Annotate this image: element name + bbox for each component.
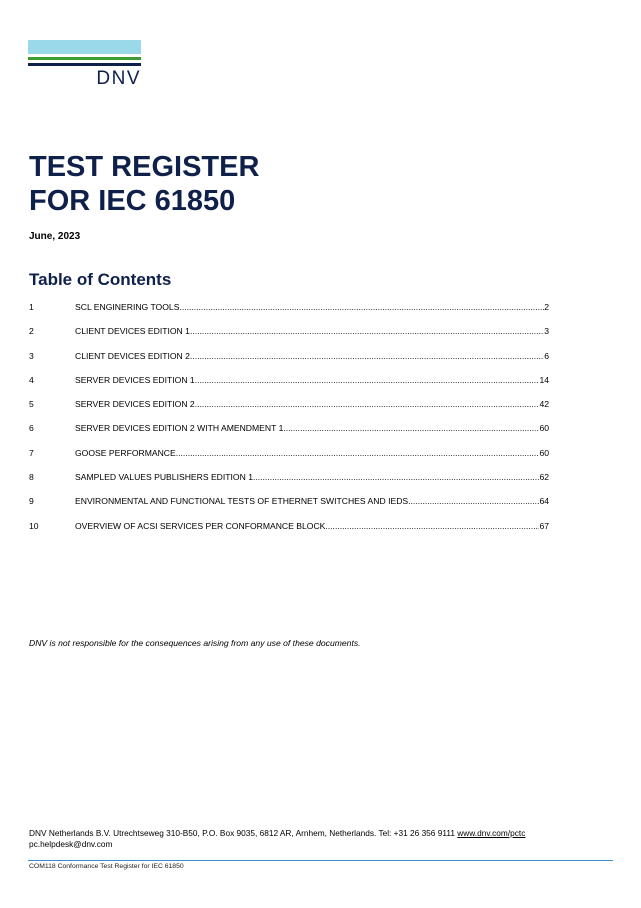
toc-entry-page[interactable]: 2 bbox=[544, 302, 549, 312]
toc-entry-page[interactable]: 67 bbox=[539, 520, 549, 531]
toc-entry-page[interactable]: 60 bbox=[539, 447, 549, 458]
footer-address: DNV Netherlands B.V. Utrechtseweg 310-B50, P.O. Box 9035, 6812 AR, Arnhem, Netherlands. Tel: +31 26 356 9111 bbox=[29, 828, 455, 838]
toc-entry-number: 9 bbox=[29, 496, 34, 507]
toc-entry-title[interactable]: CLIENT DEVICES EDITION 2 bbox=[75, 350, 190, 361]
document-title-line-1: TEST REGISTER bbox=[29, 151, 260, 183]
toc-entry-page[interactable]: 42 bbox=[539, 399, 549, 410]
toc-dot-leader bbox=[253, 471, 539, 483]
logo-wordmark: DNV bbox=[96, 68, 141, 89]
toc-heading: Table of Contents bbox=[29, 270, 172, 289]
toc-dot-leader bbox=[195, 374, 540, 386]
toc-entry-page[interactable]: 62 bbox=[539, 472, 549, 483]
toc-entry-title[interactable]: SCL ENGINERING TOOLS bbox=[75, 302, 180, 312]
toc-entry-page[interactable]: 6 bbox=[544, 350, 549, 361]
toc-entry-number: 4 bbox=[29, 374, 34, 385]
toc-entry-title[interactable]: GOOSE PERFORMANCE bbox=[75, 447, 176, 458]
disclaimer: DNV is not responsible for the consequences arising from any use of these documents. bbox=[29, 638, 361, 648]
toc-entry[interactable] bbox=[29, 374, 549, 398]
toc-entry-number: 3 bbox=[29, 350, 34, 361]
toc-entry-number: 2 bbox=[29, 326, 34, 337]
toc-entry-title[interactable]: SAMPLED VALUES PUBLISHERS EDITION 1 bbox=[75, 472, 253, 483]
footer-divider bbox=[28, 860, 613, 861]
table-of-contents bbox=[29, 301, 549, 544]
toc-entry-number: 8 bbox=[29, 472, 34, 483]
toc-entry[interactable] bbox=[29, 350, 549, 374]
toc-entry-number: 1 bbox=[29, 302, 34, 312]
toc-entry-title[interactable]: CLIENT DEVICES EDITION 1 bbox=[75, 326, 190, 337]
toc-dot-leader bbox=[325, 520, 539, 532]
toc-entry-title[interactable]: SERVER DEVICES EDITION 2 WITH AMENDMENT 1 bbox=[75, 423, 284, 434]
toc-entry[interactable] bbox=[29, 495, 549, 519]
toc-entry-number: 6 bbox=[29, 423, 34, 434]
toc-dot-leader bbox=[190, 325, 544, 337]
toc-dot-leader bbox=[176, 447, 540, 459]
toc-entry-title[interactable]: ENVIRONMENTAL AND FUNCTIONAL TESTS OF ETHERNET SWITCHES AND IEDS bbox=[75, 496, 409, 507]
toc-dot-leader bbox=[408, 495, 539, 507]
logo-bar-navy bbox=[28, 63, 141, 66]
toc-dot-leader bbox=[190, 350, 544, 362]
toc-entry-page[interactable]: 14 bbox=[539, 374, 549, 385]
document-date: June, 2023 bbox=[29, 231, 81, 242]
toc-entry-title[interactable]: SERVER DEVICES EDITION 2 bbox=[75, 399, 195, 410]
toc-entry-number: 7 bbox=[29, 447, 34, 458]
toc-entry[interactable] bbox=[29, 422, 549, 446]
document-title bbox=[29, 150, 259, 218]
toc-dot-leader bbox=[283, 422, 539, 434]
toc-entry-page[interactable]: 64 bbox=[539, 496, 549, 507]
toc-entry[interactable] bbox=[29, 447, 549, 471]
toc-entry-title[interactable]: SERVER DEVICES EDITION 1 bbox=[75, 374, 195, 385]
toc-entry[interactable] bbox=[29, 325, 549, 349]
toc-dot-leader bbox=[195, 398, 540, 410]
footer bbox=[29, 828, 525, 850]
toc-entry[interactable] bbox=[29, 520, 549, 544]
footer-email: pc.helpdesk@dnv.com bbox=[29, 839, 113, 849]
toc-dot-leader bbox=[179, 301, 544, 313]
toc-entry[interactable] bbox=[29, 398, 549, 422]
toc-entry-title[interactable]: OVERVIEW OF ACSI SERVICES PER CONFORMANCE BLOCK bbox=[75, 520, 326, 531]
logo-bar-light-blue bbox=[28, 40, 141, 54]
toc-entry[interactable] bbox=[29, 471, 549, 495]
toc-entry[interactable] bbox=[29, 301, 549, 325]
toc-entry-page[interactable]: 60 bbox=[539, 423, 549, 434]
toc-entry-number: 5 bbox=[29, 399, 34, 410]
document-reference: COM118 Conformance Test Register for IEC 61850 bbox=[29, 863, 184, 870]
dnv-logo bbox=[28, 40, 141, 89]
footer-website-link[interactable]: www.dnv.com/pctc bbox=[457, 828, 526, 838]
document-title-line-2: FOR IEC 61850 bbox=[29, 185, 236, 217]
toc-entry-page[interactable]: 3 bbox=[544, 326, 549, 337]
toc-entry-number: 10 bbox=[29, 520, 39, 531]
